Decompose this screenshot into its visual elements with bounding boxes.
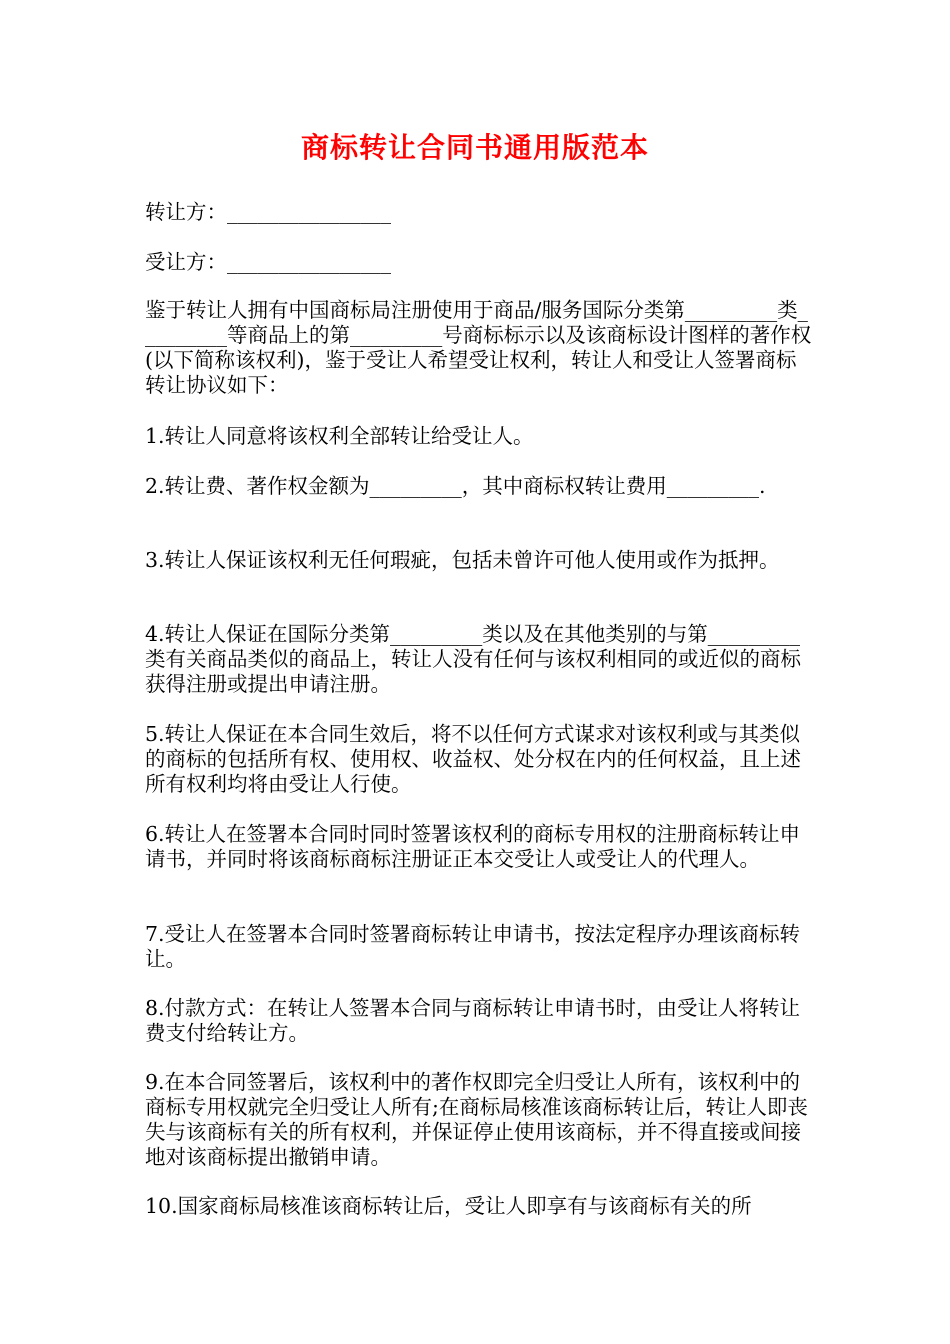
document-title: 商标转让合同书通用版范本	[300, 131, 649, 164]
clause-2: 2.转让费、著作权金额为_________，其中商标权转让费用_________.	[145, 474, 766, 498]
preamble-paragraph: 鉴于转让人拥有中国商标局注册使用于商品/服务国际分类第_________类_________等商品上的第_________号商标标示以及该商标设计图样的著作权(以下简称该权利)，鉴于受让人希望受让权利，转让人和受让人签署商标转让协议如下：	[145, 298, 812, 397]
clause-1: 1.转让人同意将该权利全部转让给受让人。	[145, 424, 534, 448]
clause-5: 5.转让人保证在本合同生效后，将不以任何方式谋求对该权利或与其类似的商标的包括所有权、使用权、收益权、处分权在内的任何权益，且上述所有权利均将由受让人行使。	[145, 722, 801, 796]
clause-10: 10.国家商标局核准该商标转让后，受让人即享有与该商标有关的所	[145, 1194, 752, 1218]
clause-6: 6.转让人在签署本合同时同时签署该权利的商标专用权的注册商标转让申请书，并同时将该商标商标注册证正本交受让人或受让人的代理人。	[145, 822, 801, 871]
clause-8: 8.付款方式：在转让人签署本合同与商标转让申请书时，由受让人将转让费支付给转让方。	[145, 996, 801, 1045]
transferor-line: 转让方：________________	[145, 200, 391, 224]
clause-7: 7.受让人在签署本合同时签署商标转让申请书，按法定程序办理该商标转让。	[145, 922, 801, 971]
clause-4: 4.转让人保证在国际分类第_________类以及在其他类别的与第_________类有关商品类似的商品上，转让人没有任何与该权利相同的或近似的商标获得注册或提出申请注册。	[145, 622, 801, 696]
transferee-line: 受让方：________________	[145, 250, 391, 274]
clause-3: 3.转让人保证该权利无任何瑕疵，包括未曾许可他人使用或作为抵押。	[145, 548, 780, 572]
clause-9: 9.在本合同签署后，该权利中的著作权即完全归受让人所有，该权利中的商标专用权就完全归受让人所有;在商标局核准该商标转让后，转让人即丧失与该商标有关的所有权利，并保证停止使用该商标，并不得直接或间接地对该商标提出撤销申请。	[145, 1070, 808, 1169]
